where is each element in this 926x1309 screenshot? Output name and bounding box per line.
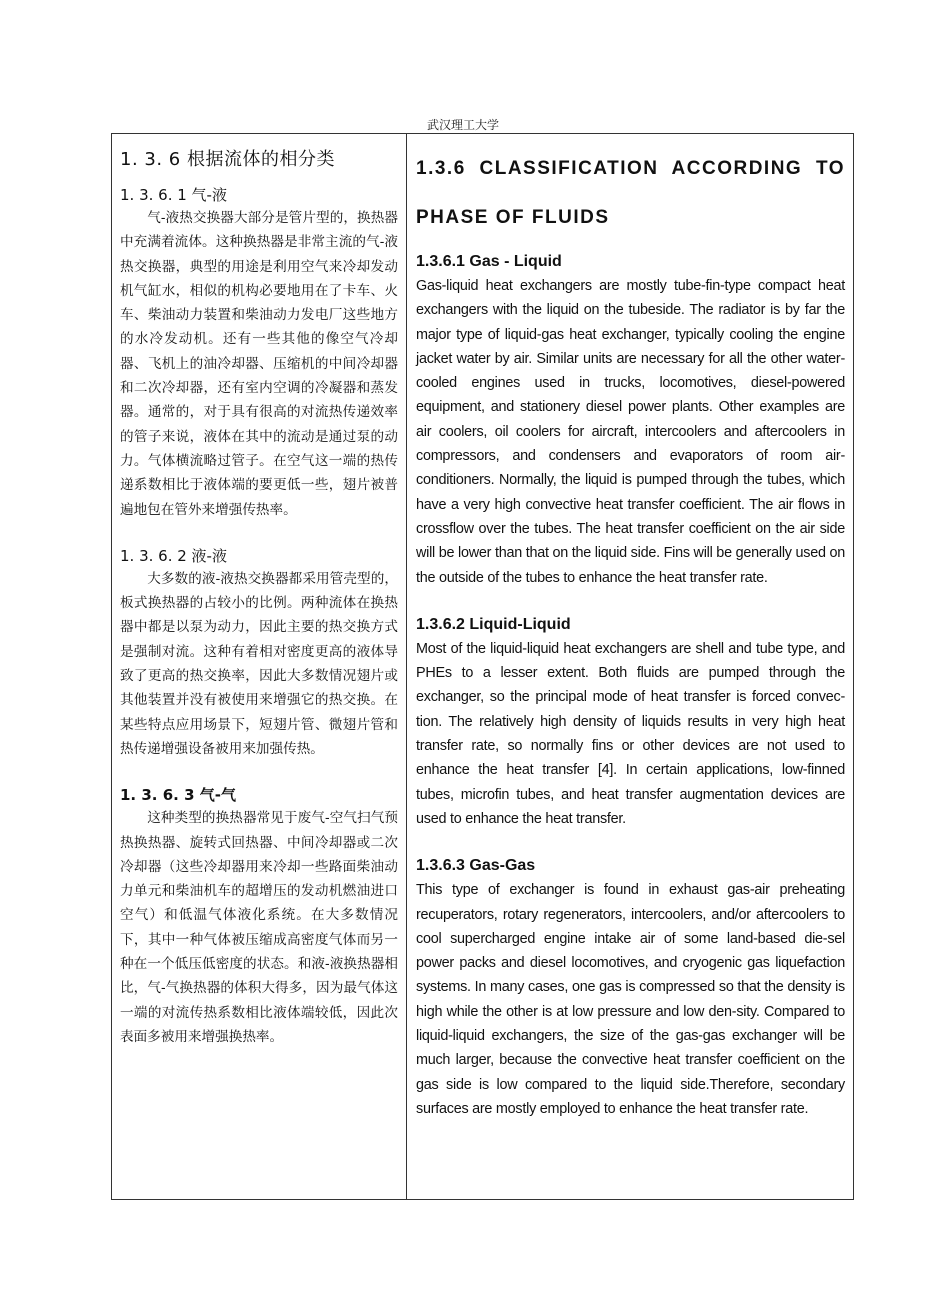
zh-heading-gas-gas: 1. 3. 6. 3 气-气 [120,786,236,805]
en-paragraph-gas-liquid: Gas-liquid heat exchangers are mostly tube-fin-type compact heat exchangers with the liquid on the tubeside. The radiator is by far the major type of liquid-gas heat exchanger, typically cooling the engine jacket water by air. Similar units are necessary for all the other water-cooled engines used in trucks, locomotives, diesel-powered equipment, and stationery diesel power plants. Other examples are air coolers, oil coolers for aircraft, intercoolers and aftercoolers in compressors, and condensers and evaporators of room air-conditioners. Normally, the liquid is pumped through the tubes, which have a very high convective heat transfer coefficient. The air flows in crossflow over the tubes. The heat transfer coefficient on the air side will be lower than that on the liquid side. Fins will be generally used on the outside of the tubes to enhance the heat transfer rate. [416,278,845,586]
zh-paragraph-liquid-liquid: 大多数的液-液热交换器都采用管壳型的，板式换热器的占较小的比例。两种流体在换热器中都是以泵为动力，因此主要的热交换方式是强制对流。这种有着相对密度更高的液体导致了更高的热交换率，因此大多数情况翅片或其他装置并没有被使用来增强它的热交换。在某些特点应用场景下，短翅片管、微翅片管和热传递增强设备被用来加强传热。 [120,570,398,757]
en-paragraph-liquid-liquid: Most of the liquid-liquid heat exchangers are shell and tube type, and PHEs to a lesser extent. Both fluids are pumped through the exchanger, so the principal mode of heat transfer is forced convec-tion. The relatively high density of liquids results in very high heat transfer rate, so normally fins or other devices are not used to enhance the heat transfer [4]. In certain applications, low-finned tubes, microfin tubes, and heat transfer augmentation devices are used to enhance the heat transfer. [416,640,845,827]
zh-section-title: 1. 3. 6 根据流体的相分类 [120,149,335,170]
en-heading-gas-gas: 1.3.6.3 Gas-Gas [416,857,536,875]
en-heading-liquid-liquid: 1.3.6.2 Liquid-Liquid [416,615,571,633]
en-heading-gas-liquid: 1.3.6.1 Gas - Liquid [416,253,562,270]
en-section-title: 1.3.6 CLASSIFICATION ACCORDING TO PHASE OF FLUIDS [416,158,845,228]
page-header: 武汉理工大学 [426,118,499,132]
bilingual-table [111,133,854,1200]
en-paragraph-gas-gas: This type of exchanger is found in exhaust gas-air preheating recuperators, rotary regenerators, intercoolers, and/or aftercoolers to cool supercharged engine intake air of some land-based die-sel power packs and diesel locomotives, and cryogenic gas liquefaction systems. In many cases, one gas is compressed so that the density is high while the other is at low pressure and low den-sity. Compared to liquid-liquid exchangers, the size of the gas-gas exchanger will be much larger, because the convective heat transfer coefficient on the gas side is low compared to the liquid side.Therefore, secondary surfaces are mostly employed to enhance the heat transfer rate. [416,882,845,1117]
zh-paragraph-gas-liquid: 气-液热交换器大部分是管片型的，换热器中充满着流体。这种换热器是非常主流的气-液热交换器，典型的用途是利用空气来冷却发动机气缸水，相似的机构必要地用在了卡车、火车、柴油动力装置和柴油动力发电厂这些地方的水冷发动机。还有一些其他的像空气冷却器、飞机上的油冷却器、压缩机的中间冷却器和二次冷却器，还有室内空调的冷凝器和蒸发器。通常的，对于具有很高的对流热传递效率的管子来说，液体在其中的流动是通过泵的动力。气体横流略过管子。在空气这一端的热传递系数相比于液体端的要更低一些，翅片被普遍地包在管外来增强传热率。 [120,210,398,518]
english-column [407,134,853,1199]
zh-heading-gas-liquid: 1. 3. 6. 1 气-液 [120,186,227,204]
zh-heading-liquid-liquid: 1. 3. 6. 2 液-液 [120,546,227,565]
zh-paragraph-gas-gas: 这种类型的换热器常见于废气-空气扫气预热换热器、旋转式回热器、中间冷却器或二次冷却器（这些冷却器用来冷却一些路面柴油动力单元和柴油机车的超增压的发动机燃油进口空气）和低温气体液化系统。在大多数情况下，其中一种气体被压缩成高密度气体而另一种在一个低压低密度的状态。和液-液换热器相比，气-气换热器的体积大得多，因为最气体这一端的对流传热系数相比液体端较低，因此次表面多被用来增强换热率。 [120,810,398,1045]
chinese-column [112,134,407,1199]
